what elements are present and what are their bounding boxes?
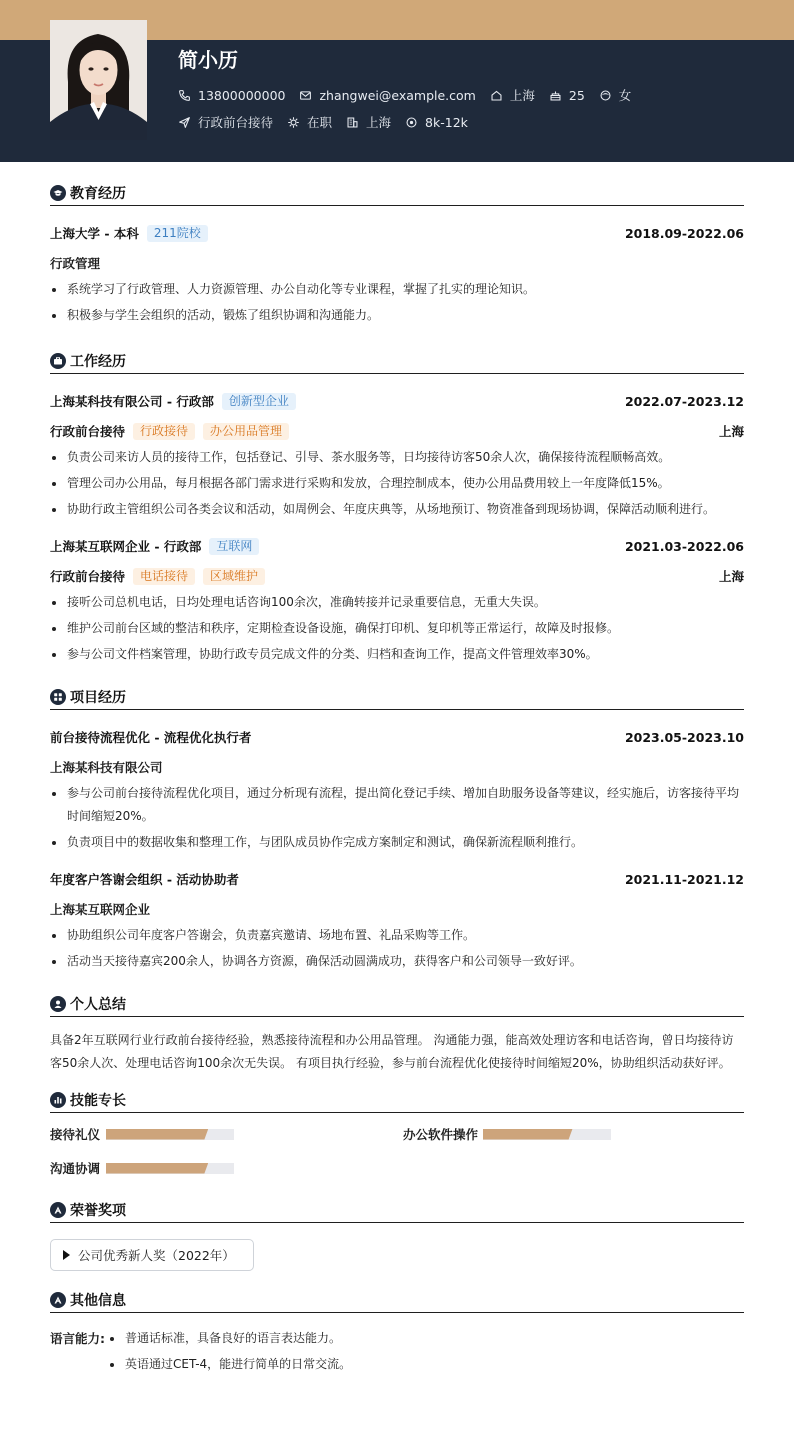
- work-location: 上海: [718, 569, 744, 584]
- language-label: 语言能力:: [50, 1331, 105, 1346]
- age-text: 25: [568, 87, 585, 103]
- skill-bar-fill: [106, 1163, 208, 1174]
- project-bullets: [50, 782, 744, 854]
- education-bullets: [50, 278, 744, 327]
- status-icon: [287, 116, 300, 129]
- list-item: 参与公司文件档案管理，协助行政专员完成文件的分类、归档和查询工作，提高文件管理效率30%。: [50, 643, 744, 666]
- send-icon: [178, 116, 191, 129]
- education-date: 2018.09-2022.06: [624, 225, 744, 241]
- skill-bar: [106, 1163, 234, 1174]
- residence-text: 上海: [509, 88, 535, 103]
- work-title: 工作经历: [70, 353, 126, 370]
- skill-item: [50, 1151, 397, 1185]
- work-company-row: [50, 531, 744, 561]
- education-title: 教育经历: [70, 185, 126, 202]
- mail-icon: [299, 89, 312, 102]
- skill-bar: [483, 1129, 611, 1140]
- school-name: 上海大学 - 本科: [50, 226, 139, 241]
- home-icon: [490, 89, 503, 102]
- graduation-cap-icon: [50, 185, 66, 201]
- list-item: 积极参与学生会组织的活动，锻炼了组织协调和沟通能力。: [50, 304, 744, 327]
- projects-title: 项目经历: [70, 689, 126, 706]
- list-item: 协助组织公司年度客户答谢会，负责嘉宾邀请、场地布置、礼品采购等工作。: [50, 924, 744, 947]
- bar-chart-icon: [50, 1092, 66, 1108]
- contact-row: [178, 86, 645, 104]
- residence-item: [490, 86, 535, 104]
- work-date: 2021.03-2022.06: [624, 538, 744, 554]
- job-intent-row: [178, 113, 482, 131]
- work-role-row: [50, 416, 744, 446]
- education-section: [50, 180, 744, 327]
- work-bullets: [50, 446, 744, 521]
- role-tag: 区域维护: [203, 568, 265, 585]
- project-item: [50, 864, 744, 973]
- summary-title: 个人总结: [70, 996, 126, 1013]
- target-city-item: [346, 113, 391, 131]
- work-item: [50, 531, 744, 666]
- salary-icon: [405, 116, 418, 129]
- major-name: 行政管理: [50, 256, 101, 271]
- job-status-text: 在职: [307, 115, 333, 130]
- role-tag: 电话接待: [133, 568, 195, 585]
- project-date: 2023.05-2023.10: [624, 729, 744, 745]
- company-name: 上海某科技有限公司 - 行政部: [50, 394, 214, 409]
- skill-bar-fill: [483, 1129, 573, 1140]
- skill-bar-fill: [106, 1129, 208, 1140]
- skill-bar: [106, 1129, 234, 1140]
- work-section: [50, 348, 744, 666]
- user-icon: [50, 996, 66, 1012]
- language-row: [50, 1327, 744, 1379]
- awards-section: [50, 1197, 744, 1271]
- skill-name: 沟通协调: [50, 1161, 101, 1176]
- list-item: 协助行政主管组织公司各类会议和活动，如周例会、年度庆典等，从场地预订、物资准备到现场协调，保障活动顺利进行。: [50, 498, 744, 521]
- gender-item: [599, 86, 632, 104]
- play-triangle-icon: [63, 1250, 70, 1260]
- awards-title: 荣誉奖项: [70, 1202, 126, 1219]
- other-heading: [50, 1287, 744, 1313]
- project-item: [50, 722, 744, 854]
- list-item: 普通话标准，具备良好的语言表达能力。: [108, 1327, 351, 1350]
- skill-name: 接待礼仪: [50, 1127, 101, 1142]
- other-title: 其他信息: [70, 1292, 126, 1309]
- skill-item: [50, 1117, 397, 1151]
- list-item: 负责项目中的数据收集和整理工作，与团队成员协作完成方案制定和测试，确保新流程顺利推行。: [50, 831, 744, 854]
- skill-name: 办公软件操作: [403, 1127, 479, 1142]
- skills-list: [50, 1117, 744, 1185]
- list-item: 英语通过CET-4，能进行简单的日常交流。: [108, 1353, 351, 1376]
- language-list: [108, 1327, 351, 1379]
- award-item[interactable]: [50, 1239, 254, 1271]
- job-status-item: [287, 113, 332, 131]
- role-tag: 办公用品管理: [203, 423, 289, 440]
- gender-text: 女: [618, 88, 632, 103]
- projects-heading: [50, 684, 744, 710]
- list-item: 参与公司前台接待流程优化项目，通过分析现有流程，提出简化登记手续、增加自助服务设备等建议，经实施后，访客接待平均时间缩短20%。: [50, 782, 744, 828]
- phone-text: 13800000000: [198, 87, 286, 103]
- project-name: 年度客户答谢会组织 - 活动协助者: [50, 872, 239, 887]
- gender-icon: [599, 89, 612, 102]
- award-text: 公司优秀新人奖（2022年）: [78, 1248, 235, 1263]
- list-item: 系统学习了行政管理、人力资源管理、办公自动化等专业课程，掌握了扎实的理论知识。: [50, 278, 744, 301]
- company-tag: 互联网: [209, 538, 259, 555]
- other-section: [50, 1287, 744, 1379]
- resume-body: [50, 180, 744, 1379]
- profile-photo: [50, 20, 147, 140]
- list-item: 负责公司来访人员的接待工作，包括登记、引导、茶水服务等，日均接待访客50余人次，确保接待流程顺畅高效。: [50, 446, 744, 469]
- project-bullets: [50, 924, 744, 973]
- company-tag: 创新型企业: [222, 393, 296, 410]
- list-item: 维护公司前台区域的整洁和秩序，定期检查设备设施，确保打印机、复印机等正常运行，故障及时报修。: [50, 617, 744, 640]
- list-item: 活动当天接待嘉宾200余人，协调各方资源，确保活动圆满成功，获得客户和公司领导一致好评。: [50, 950, 744, 973]
- summary-heading: [50, 991, 744, 1017]
- award-icon: [50, 1202, 66, 1218]
- summary-section: [50, 991, 744, 1075]
- briefcase-icon: [50, 353, 66, 369]
- work-date: 2022.07-2023.12: [624, 393, 744, 409]
- school-tag: 211院校: [147, 225, 208, 242]
- work-role-row: [50, 561, 744, 591]
- work-heading: [50, 348, 744, 374]
- role-name: 行政前台接待: [50, 569, 126, 584]
- summary-text: 具备2年互联网行业行政前台接待经验，熟悉接待流程和办公用品管理。 沟通能力强，能高效处理访客和电话咨询，曾日均接待访客50余人次、处理电话咨询100余次无失误。 有项目执行经验，参与前台流程优化使接待时间缩短20%，协助组织活动获好评。: [50, 1033, 734, 1070]
- projects-section: [50, 684, 744, 973]
- role-name: 行政前台接待: [50, 424, 126, 439]
- list-item: 管理公司办公用品，每月根据各部门需求进行采购和发放，合理控制成本，使办公用品费用较上一年度降低15%。: [50, 472, 744, 495]
- education-heading: [50, 180, 744, 206]
- role-tag: 行政接待: [133, 423, 195, 440]
- skill-item: [397, 1117, 744, 1151]
- work-bullets: [50, 591, 744, 666]
- work-company-row: [50, 386, 744, 416]
- age-item: [549, 88, 585, 103]
- project-org: 上海某科技有限公司: [50, 760, 163, 775]
- skills-title: 技能专长: [70, 1092, 126, 1109]
- skills-heading: [50, 1087, 744, 1113]
- target-city-text: 上海: [366, 115, 392, 130]
- education-school-row: [50, 218, 744, 248]
- candidate-name: 简小历: [178, 48, 238, 72]
- cake-icon: [549, 89, 562, 102]
- info-icon: [50, 1292, 66, 1308]
- salary-text: 8k-12k: [425, 114, 468, 130]
- company-name: 上海某互联网企业 - 行政部: [50, 539, 202, 554]
- work-location: 上海: [718, 424, 744, 439]
- awards-heading: [50, 1197, 744, 1223]
- target-position-item: [178, 113, 273, 131]
- list-item: 接听公司总机电话，日均处理电话咨询100余次，准确转接并记录重要信息，无重大失误。: [50, 591, 744, 614]
- skills-section: [50, 1087, 744, 1185]
- target-position-text: 行政前台接待: [198, 115, 274, 130]
- work-item: [50, 386, 744, 521]
- project-name-row: [50, 864, 744, 894]
- salary-item: [405, 115, 468, 130]
- grid-icon: [50, 689, 66, 705]
- project-name-row: [50, 722, 744, 752]
- project-date: 2021.11-2021.12: [624, 871, 744, 887]
- project-org: 上海某互联网企业: [50, 902, 151, 917]
- phone-item: [178, 88, 285, 103]
- project-name: 前台接待流程优化 - 流程优化执行者: [50, 730, 252, 745]
- phone-icon: [178, 89, 191, 102]
- email-text: zhangwei@example.com: [319, 87, 476, 103]
- building-icon: [346, 116, 359, 129]
- email-item: [299, 88, 475, 103]
